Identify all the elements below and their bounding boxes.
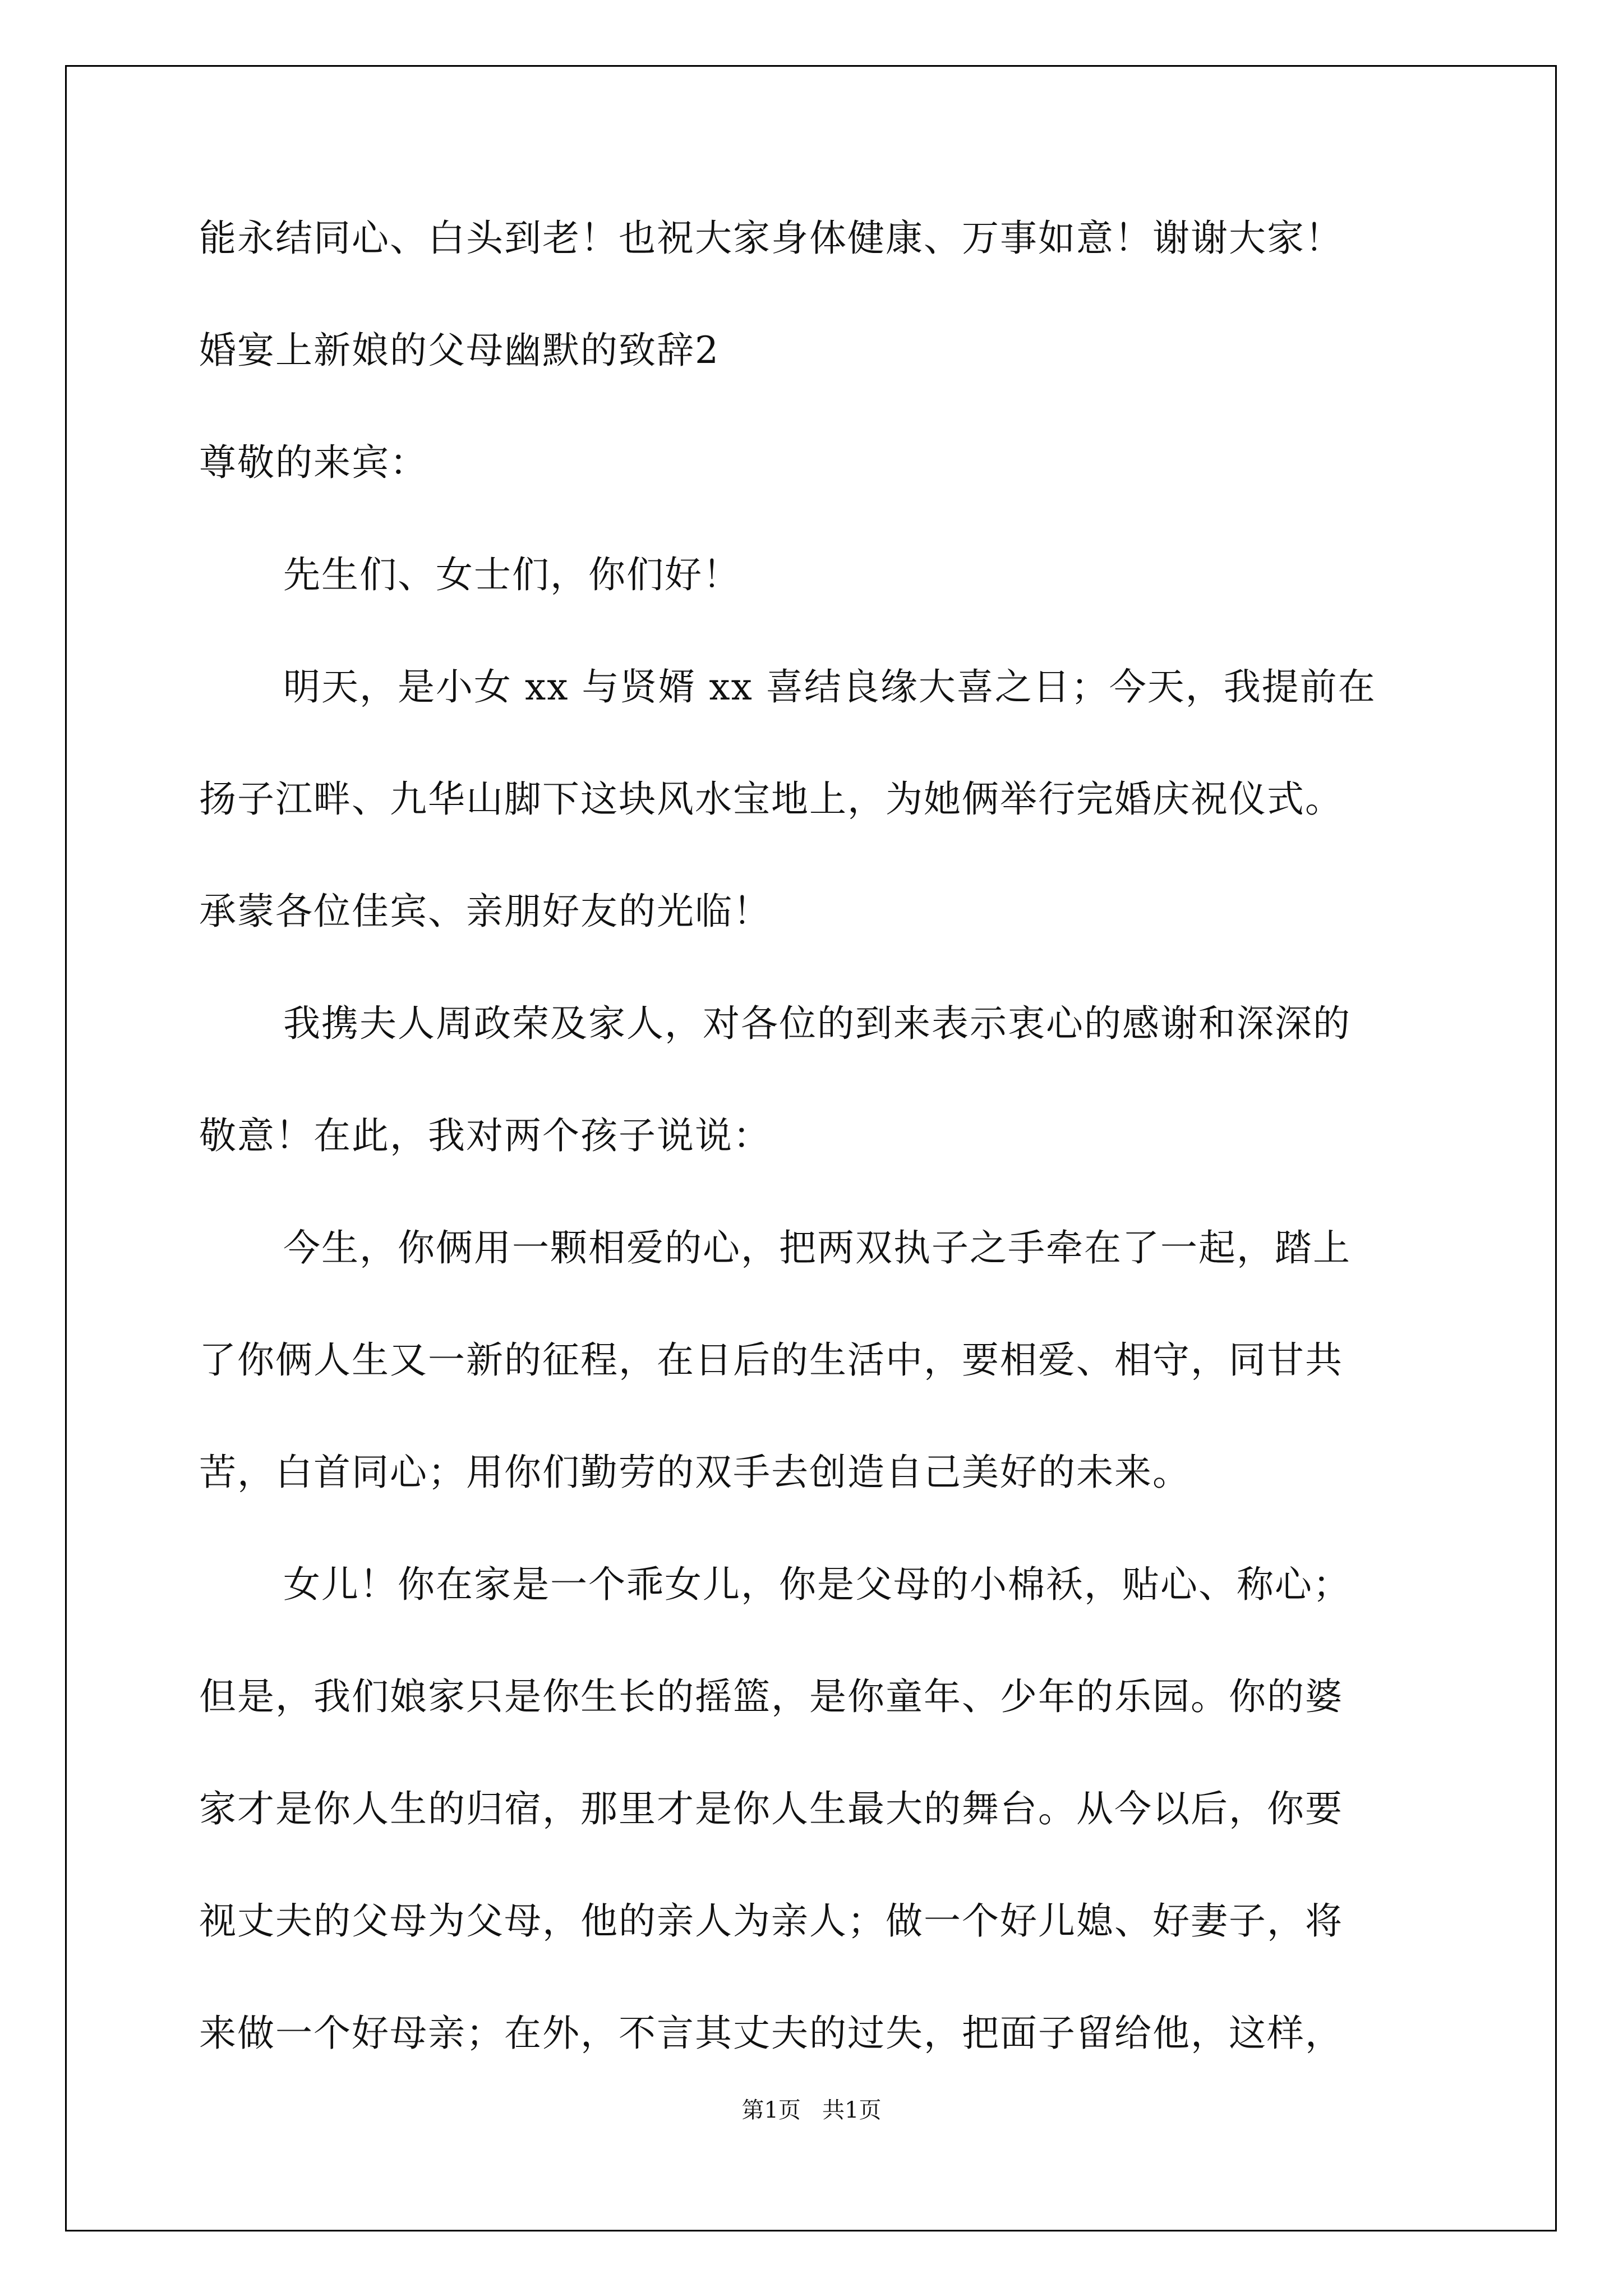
- paragraph-line: 苦，白首同心；用你们勤劳的双手去创造自己美好的未来。: [199, 1451, 1191, 1494]
- text-line-closing-wishes: 能永结同心、白头到老！也祝大家身体健康、万事如意！谢谢大家！: [199, 217, 1343, 260]
- paragraph-line: 来做一个好母亲；在外，不言其丈夫的过失，把面子留给他，这样，: [199, 2012, 1343, 2055]
- paragraph-line: 承蒙各位佳宾、亲朋好友的光临！: [199, 890, 771, 933]
- section-heading: 婚宴上新娘的父母幽默的致辞2: [199, 329, 720, 372]
- greeting-line: 先生们、女士们，你们好！: [283, 553, 741, 596]
- salutation: 尊敬的来宾：: [199, 441, 428, 484]
- paragraph-line: 今生，你俩用一颗相爱的心，把两双执子之手牵在了一起，踏上: [283, 1226, 1351, 1269]
- paragraph-line: 视丈夫的父母为父母，他的亲人为亲人；做一个好儿媳、好妻子，将: [199, 1899, 1343, 1943]
- paragraph-line: 敬意！在此，我对两个孩子说说：: [199, 1114, 771, 1157]
- paragraph-line: 家才是你人生的归宿，那里才是你人生最大的舞台。从今以后，你要: [199, 1787, 1343, 1830]
- paragraph-line: 明天，是小女 xx 与贤婿 xx 喜结良缘大喜之日；今天，我提前在: [283, 665, 1376, 708]
- page-footer: 第1页 共1页: [741, 2097, 882, 2123]
- paragraph-line: 我携夫人周政荣及家人，对各位的到来表示衷心的感谢和深深的: [283, 1002, 1351, 1045]
- paragraph-line: 扬子江畔、九华山脚下这块风水宝地上，为她俩举行完婚庆祝仪式。: [199, 777, 1343, 821]
- paragraph-line: 但是，我们娘家只是你生长的摇篮，是你童年、少年的乐园。你的婆: [199, 1675, 1343, 1718]
- paragraph-line: 女儿！你在家是一个乖女儿，你是父母的小棉袄，贴心、称心；: [283, 1563, 1351, 1606]
- paragraph-line: 了你俩人生又一新的征程，在日后的生活中，要相爱、相守，同甘共: [199, 1338, 1343, 1382]
